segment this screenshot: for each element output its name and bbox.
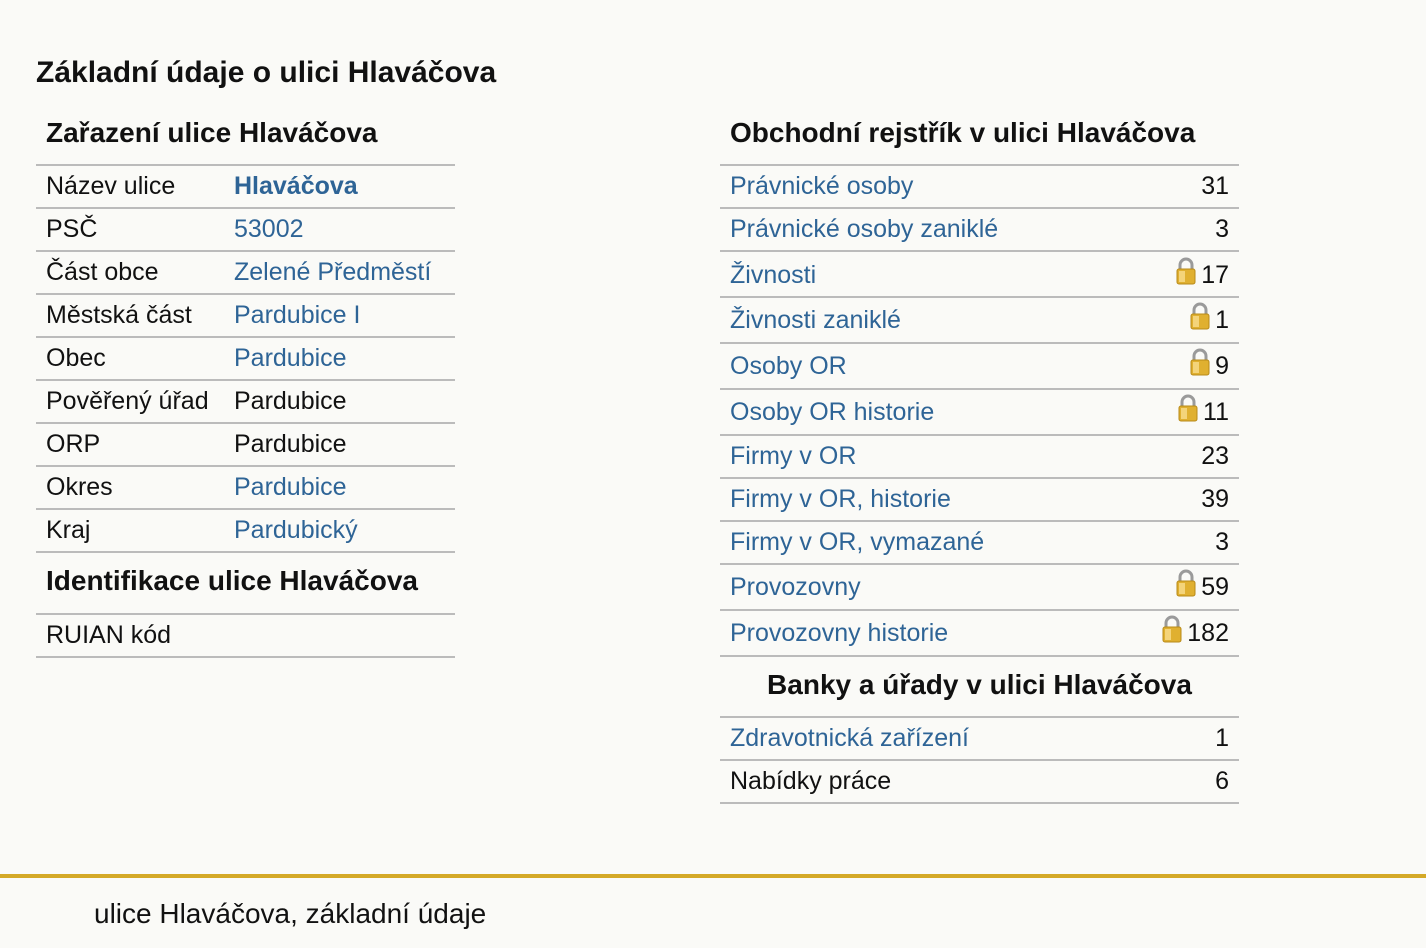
row-label: Městská část [46, 301, 192, 329]
persons-or-history-row [720, 390, 1239, 436]
lock-icon [1175, 257, 1197, 285]
classification-title: Zařazení ulice Hlaváčova [36, 108, 455, 166]
lock-icon [1189, 302, 1211, 330]
street-name-link[interactable]: Hlaváčova [234, 172, 358, 200]
identification-title: Identifikace ulice Hlaváčova [36, 553, 455, 615]
job-offers-label: Nabídky práce [730, 767, 892, 795]
row-label: ORP [46, 430, 101, 458]
lock-icon [1177, 394, 1199, 422]
premises-history-count-wrap [1161, 619, 1229, 648]
companies-or-count: 23 [1201, 442, 1229, 470]
persons-or-count: 9 [1215, 351, 1229, 380]
premises-count: 59 [1201, 572, 1229, 601]
district-part-link[interactable]: Zelené Předměstí [234, 258, 432, 286]
postal-code-row [36, 209, 455, 252]
persons-or-history-link[interactable]: Osoby OR historie [730, 397, 935, 426]
job-offers-count: 6 [1215, 767, 1229, 795]
trades-defunct-count-wrap [1189, 306, 1229, 335]
trades-defunct-link[interactable]: Živnosti zaniklé [730, 305, 901, 334]
premises-history-count: 182 [1187, 618, 1229, 647]
row-label: Název ulice [46, 172, 176, 200]
row-label: Kraj [46, 516, 91, 544]
trades-count: 17 [1201, 260, 1229, 289]
orp-row [36, 424, 455, 467]
left-column [36, 108, 455, 658]
banks-title: Banky a úřady v ulici Hlaváčova [720, 657, 1239, 718]
business-register-title: Obchodní rejstřík v ulici Hlaváčova [720, 108, 1239, 166]
legal-entities-row [720, 166, 1239, 209]
district-part-row [36, 252, 455, 295]
legal-entities-link[interactable]: Právnické osoby [730, 172, 914, 200]
persons-or-link[interactable]: Osoby OR [730, 351, 847, 380]
city-part-link[interactable]: Pardubice I [234, 301, 361, 329]
county-row [36, 467, 455, 510]
authorized-office-value: Pardubice [234, 387, 347, 415]
companies-or-history-count: 39 [1201, 485, 1229, 513]
companies-or-deleted-count: 3 [1215, 528, 1229, 556]
row-label: Obec [46, 344, 106, 372]
county-link[interactable]: Pardubice [234, 473, 347, 501]
health-facilities-count: 1 [1215, 724, 1229, 752]
trades-count-wrap [1175, 261, 1229, 290]
persons-or-count-wrap [1189, 352, 1229, 381]
job-offers-row [720, 761, 1239, 804]
row-label: PSČ [46, 215, 98, 243]
persons-or-history-count-wrap [1177, 398, 1229, 427]
region-link[interactable]: Pardubický [234, 516, 358, 544]
lock-icon [1175, 569, 1197, 597]
trades-defunct-count: 1 [1215, 305, 1229, 334]
health-facilities-row [720, 718, 1239, 761]
region-row [36, 510, 455, 553]
legal-entities-count: 31 [1201, 172, 1229, 200]
trades-row [720, 252, 1239, 298]
premises-row [720, 565, 1239, 611]
premises-link[interactable]: Provozovny [730, 572, 861, 601]
right-column [720, 108, 1239, 804]
companies-or-history-link[interactable]: Firmy v OR, historie [730, 485, 951, 513]
companies-or-deleted-link[interactable]: Firmy v OR, vymazané [730, 528, 985, 556]
lock-icon [1189, 348, 1211, 376]
municipality-row [36, 338, 455, 381]
row-label: Část obce [46, 258, 159, 286]
orp-value: Pardubice [234, 430, 347, 458]
legal-entities-defunct-link[interactable]: Právnické osoby zaniklé [730, 215, 999, 243]
trades-link[interactable]: Živnosti [730, 260, 817, 289]
legal-entities-defunct-row [720, 209, 1239, 252]
premises-history-row [720, 611, 1239, 657]
municipality-link[interactable]: Pardubice [234, 344, 347, 372]
health-facilities-link[interactable]: Zdravotnická zařízení [730, 724, 969, 752]
premises-count-wrap [1175, 573, 1229, 602]
persons-or-row [720, 344, 1239, 390]
page-title: Základní údaje o ulici Hlaváčova [36, 56, 497, 89]
ruian-label: RUIAN kód [46, 621, 172, 649]
companies-or-history-row [720, 479, 1239, 522]
row-label: Pověřený úřad [46, 387, 209, 415]
persons-or-history-count: 11 [1203, 397, 1229, 426]
authorized-office-row [36, 381, 455, 424]
street-name-row [36, 166, 455, 209]
companies-or-row [720, 436, 1239, 479]
companies-or-deleted-row [720, 522, 1239, 565]
footer-text: ulice Hlaváčova, základní údaje [94, 898, 487, 929]
legal-entities-defunct-count: 3 [1215, 215, 1229, 243]
postal-code-link[interactable]: 53002 [234, 215, 304, 243]
trades-defunct-row [720, 298, 1239, 344]
row-label: Okres [46, 473, 113, 501]
ruian-row [36, 615, 455, 658]
lock-icon [1161, 615, 1183, 643]
companies-or-link[interactable]: Firmy v OR [730, 442, 857, 470]
city-part-row [36, 295, 455, 338]
premises-history-link[interactable]: Provozovny historie [730, 618, 949, 647]
